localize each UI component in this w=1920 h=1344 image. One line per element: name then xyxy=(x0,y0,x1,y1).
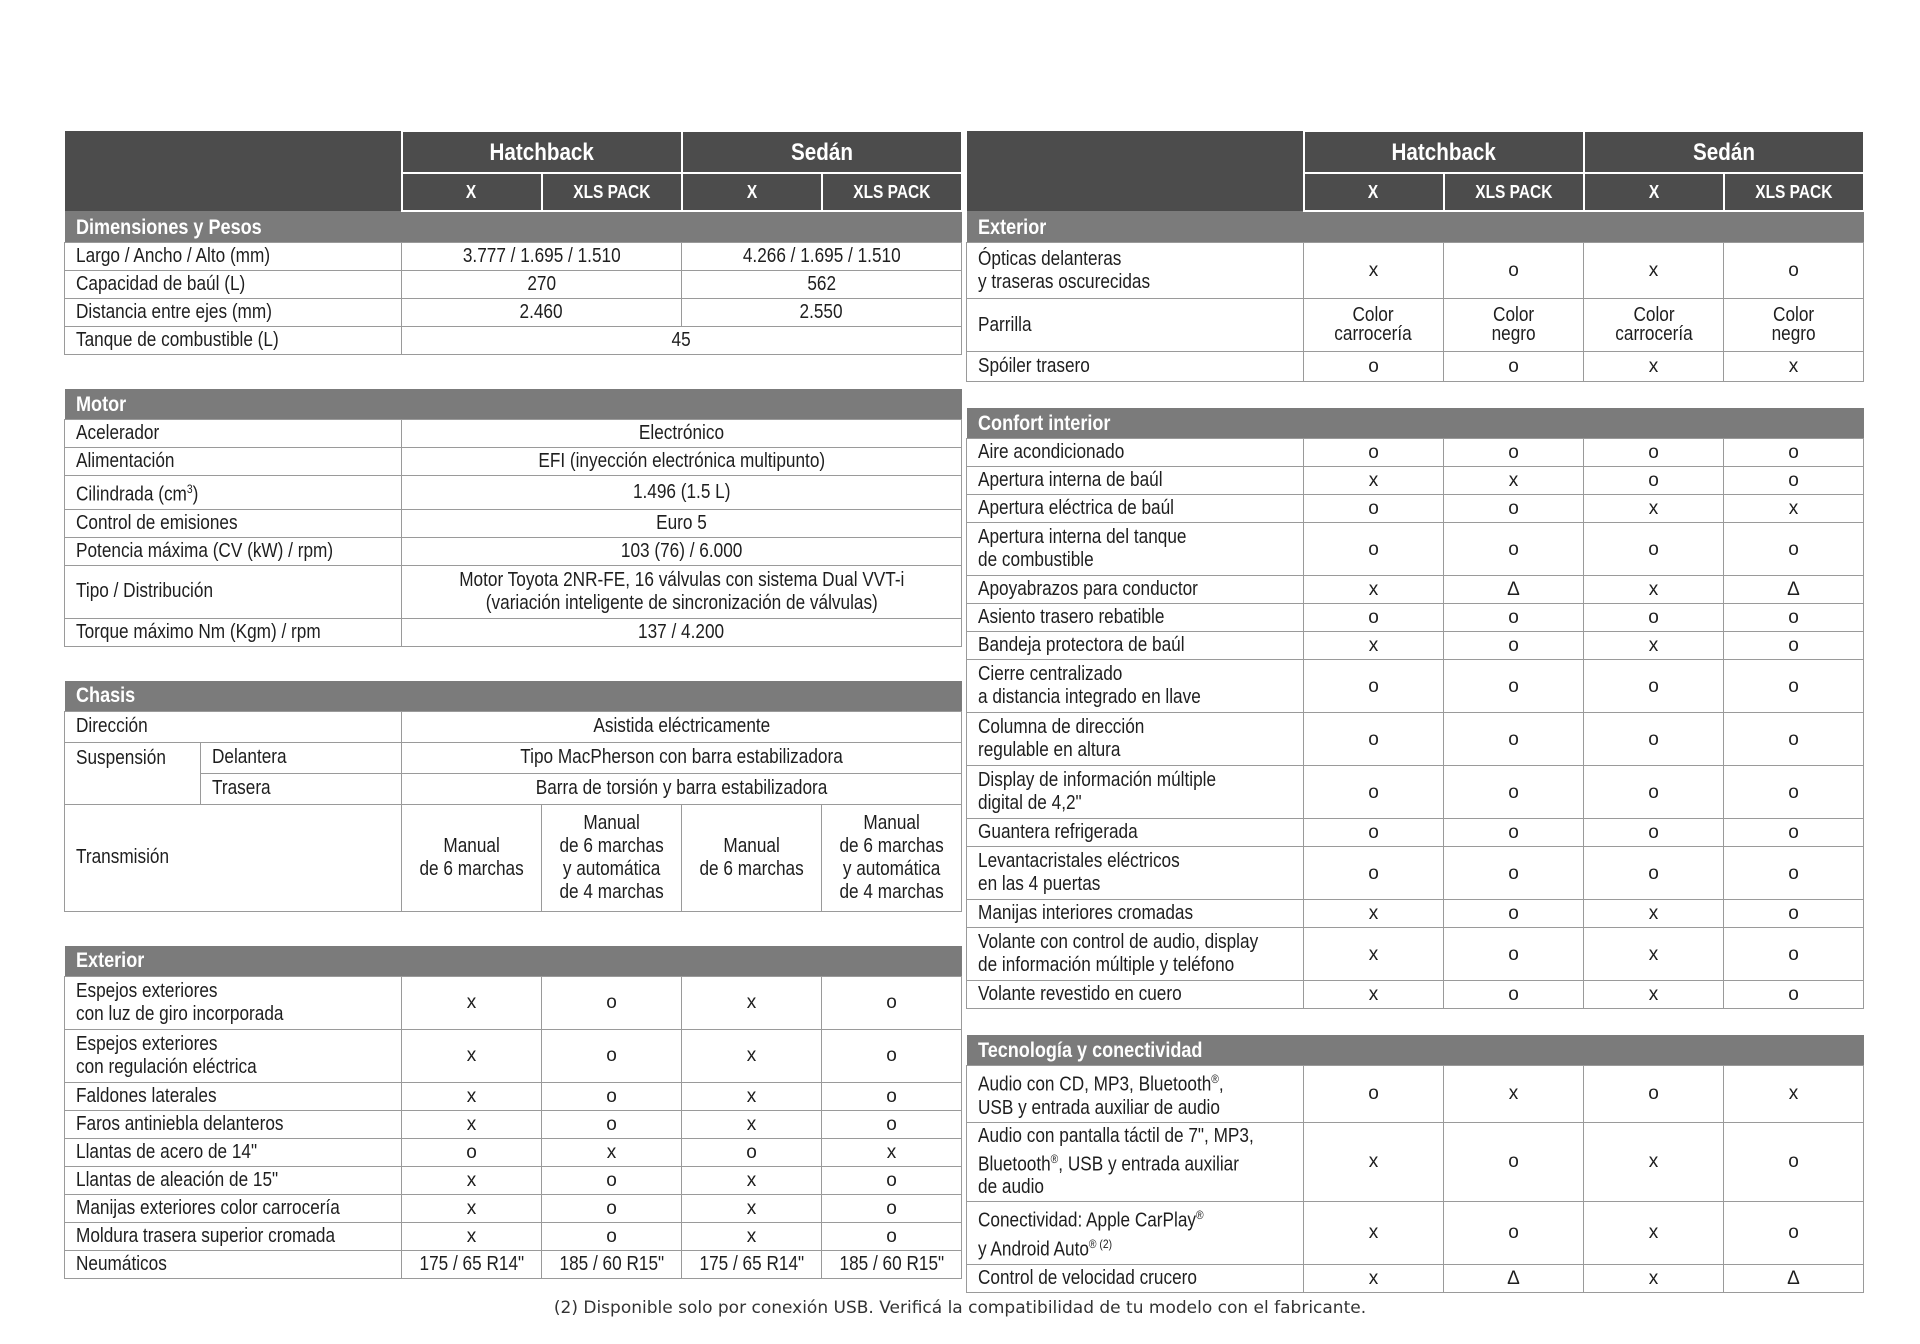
cell-value: 4.266 / 1.695 / 1.510 xyxy=(742,245,901,267)
row-label: Faros antiniebla delanteros xyxy=(76,1112,284,1135)
cell-value: o xyxy=(1724,847,1864,900)
table-row xyxy=(65,537,962,565)
cell-value: x xyxy=(1584,928,1724,981)
cell-value: o xyxy=(1724,766,1864,819)
cell-value: x xyxy=(1444,467,1584,495)
table-row xyxy=(967,766,1864,819)
table-row xyxy=(65,1250,962,1278)
cell-value: o xyxy=(1444,1122,1584,1202)
table-row xyxy=(967,1066,1864,1123)
table-row xyxy=(967,576,1864,604)
cell-value: o xyxy=(1724,1202,1864,1264)
cell-value: x xyxy=(1584,1264,1724,1292)
header-sedan-x: X xyxy=(682,173,822,211)
cell-value: o xyxy=(542,976,682,1029)
row-label: Llantas de acero de 14" xyxy=(76,1140,258,1163)
row-label: Moldura trasera superior cromada xyxy=(76,1224,336,1247)
cell-value: o xyxy=(1724,819,1864,847)
cell-value: 45 xyxy=(671,329,692,351)
cell-value: x xyxy=(1304,632,1444,660)
cell-value: o xyxy=(822,976,962,1029)
row-label: Apoyabrazos para conductor xyxy=(978,578,1198,600)
cell-value: Δ xyxy=(1724,576,1864,604)
cell-value: 3.777 / 1.695 / 1.510 xyxy=(462,245,621,267)
table-row xyxy=(65,1029,962,1082)
cell-value: o xyxy=(1724,660,1864,713)
cell-value: o xyxy=(1304,604,1444,632)
cell-value: x xyxy=(1304,1264,1444,1292)
cell-value: Asistida eléctricamente xyxy=(593,715,770,738)
cell-value: 185 / 60 R15" xyxy=(839,1252,944,1275)
section-exterior-right: Exterior xyxy=(967,211,1864,243)
table-row xyxy=(967,495,1864,523)
cell-value: o xyxy=(402,1138,542,1166)
cell-value: Motor Toyota 2NR-FE, 16 válvulas con sistema Dual VVT-i (variación inteligente de sincronización de válvulas) xyxy=(458,568,905,614)
cell-value: x xyxy=(1724,495,1864,523)
cell-value: x xyxy=(1304,900,1444,928)
cell-value: 562 xyxy=(807,273,836,295)
cell-value: x xyxy=(1724,1066,1864,1123)
table-row xyxy=(967,467,1864,495)
row-sublabel: Delantera xyxy=(212,746,287,769)
row-label: Acelerador xyxy=(76,422,160,444)
cell-value: o xyxy=(1304,352,1444,382)
row-label: Display de información múltiple digital de 4,2" xyxy=(978,769,1217,814)
section-tecnologia: Tecnología y conectividad xyxy=(967,1035,1864,1066)
table-row xyxy=(65,1166,962,1194)
row-label: Capacidad de baúl (L) xyxy=(76,273,246,295)
cell-value: o xyxy=(1444,900,1584,928)
row-label: Faldones laterales xyxy=(76,1084,217,1107)
cell-value: o xyxy=(822,1082,962,1110)
table-row xyxy=(65,1082,962,1110)
cell-value: o xyxy=(1724,243,1864,299)
cell-value: x xyxy=(1584,576,1724,604)
right-spec-table xyxy=(966,130,1865,1293)
cell-value: o xyxy=(1444,243,1584,299)
cell-value: o xyxy=(1304,847,1444,900)
row-label: Largo / Ancho / Alto (mm) xyxy=(76,245,271,267)
header-sedan-x: X xyxy=(1584,173,1724,211)
cell-value: 270 xyxy=(527,273,556,295)
table-row xyxy=(65,711,962,742)
header-hatchback: Hatchback xyxy=(1304,131,1584,173)
cell-value: 137 / 4.200 xyxy=(638,620,725,643)
table-row xyxy=(967,819,1864,847)
row-label: Potencia máxima (CV (kW) / rpm) xyxy=(76,539,334,562)
row-label: Apertura eléctrica de baúl xyxy=(978,497,1175,519)
cell-value: x xyxy=(1304,243,1444,299)
cell-value: o xyxy=(1584,439,1724,467)
table-row xyxy=(65,327,962,355)
cell-value: o xyxy=(1584,467,1724,495)
row-label: Cierre centralizado a distancia integrado en llave xyxy=(978,663,1201,708)
cell-value: EFI (inyección electrónica multipunto) xyxy=(538,450,825,472)
row-label: Cilindrada $(cm^3)$ xyxy=(76,482,199,506)
cell-value: 185 / 60 R15" xyxy=(559,1252,664,1275)
cell-value: x xyxy=(402,1166,542,1194)
row-label: Audio con pantalla táctil de 7", MP3, Bluetooth®, USB y entrada auxiliar de audio xyxy=(978,1124,1254,1199)
row-label: Tipo / Distribución xyxy=(76,580,214,603)
table-row xyxy=(65,299,962,327)
header-blank xyxy=(65,131,402,211)
cell-value: Euro 5 xyxy=(656,511,707,534)
cell-value: o xyxy=(1444,928,1584,981)
row-label: Alimentación xyxy=(76,450,175,472)
cell-value: Manual de 6 marchas xyxy=(699,834,804,880)
table-row xyxy=(65,1138,962,1166)
header-hatch-xls: XLS PACK xyxy=(1444,173,1584,211)
table-row xyxy=(967,243,1864,299)
cell-value: o xyxy=(1304,495,1444,523)
cell-value: o xyxy=(542,1166,682,1194)
cell-value: o xyxy=(1724,1122,1864,1202)
table-row xyxy=(65,448,962,476)
row-label: Asiento trasero rebatible xyxy=(978,606,1165,628)
cell-value: x xyxy=(1584,900,1724,928)
cell-value: Manual de 6 marchas y automática de 4 marchas xyxy=(839,811,944,903)
row-label: Manijas exteriores color carrocería xyxy=(76,1196,340,1219)
cell-value: o xyxy=(1444,352,1584,382)
cell-value: Color negro xyxy=(1771,304,1816,345)
cell-value: o xyxy=(822,1166,962,1194)
cell-value: Δ xyxy=(1444,576,1584,604)
table-row xyxy=(967,660,1864,713)
table-row xyxy=(65,742,962,773)
row-label: Tanque de combustible (L) xyxy=(76,329,279,351)
cell-value: o xyxy=(1444,495,1584,523)
table-row xyxy=(65,1222,962,1250)
table-row xyxy=(967,523,1864,576)
header-sedan: Sedán xyxy=(682,131,962,173)
row-label: Torque máximo Nm (Kgm) / rpm xyxy=(76,620,321,643)
cell-value: x xyxy=(1584,243,1724,299)
row-label: Apertura interna del tanque de combustible xyxy=(978,526,1187,571)
row-sublabel: Trasera xyxy=(212,777,271,800)
cell-value: o xyxy=(1444,523,1584,576)
cell-value: x xyxy=(682,1222,822,1250)
cell-value: o xyxy=(822,1110,962,1138)
cell-value: o xyxy=(1724,439,1864,467)
cell-value: o xyxy=(1444,981,1584,1009)
cell-value: Tipo MacPherson con barra estabilizadora xyxy=(520,746,843,769)
row-label: Control de velocidad crucero xyxy=(978,1266,1197,1289)
table-row xyxy=(65,804,962,911)
row-label: Parrilla xyxy=(978,313,1032,336)
table-row xyxy=(65,509,962,537)
cell-value: x xyxy=(1584,632,1724,660)
cell-value: x xyxy=(682,1110,822,1138)
cell-value: o xyxy=(1304,713,1444,766)
cell-value: o xyxy=(1444,1202,1584,1264)
cell-value: Δ xyxy=(1724,1264,1864,1292)
row-label: Espejos exteriores con luz de giro incorporada xyxy=(76,979,284,1025)
cell-value: 175 / 65 R14" xyxy=(419,1252,524,1275)
cell-value: o xyxy=(1584,1066,1724,1123)
cell-value: x xyxy=(1584,495,1724,523)
table-row xyxy=(967,604,1864,632)
row-label: Neumáticos xyxy=(76,1252,167,1275)
cell-value: o xyxy=(1304,660,1444,713)
cell-value: 175 / 65 R14" xyxy=(699,1252,804,1275)
table-row xyxy=(65,243,962,271)
cell-value: o xyxy=(542,1082,682,1110)
section-motor: Motor xyxy=(65,389,962,420)
cell-value: o xyxy=(1724,467,1864,495)
cell-value: o xyxy=(1584,713,1724,766)
row-label: Volante revestido en cuero xyxy=(978,983,1182,1005)
cell-value: x xyxy=(1444,1066,1584,1123)
cell-value: x xyxy=(402,1110,542,1138)
row-label: Audio con CD, MP3, Bluetooth®, USB y entrada auxiliar de audio xyxy=(978,1072,1224,1119)
section-dimensiones: Dimensiones y Pesos xyxy=(65,211,962,243)
cell-value: x xyxy=(1304,576,1444,604)
cell-value: o xyxy=(542,1110,682,1138)
header-blank xyxy=(967,131,1304,211)
cell-value: x xyxy=(682,1082,822,1110)
table-row xyxy=(967,1264,1864,1292)
cell-value: o xyxy=(822,1194,962,1222)
table-row xyxy=(65,271,962,299)
cell-value: o xyxy=(1444,847,1584,900)
row-label: Levantacristales eléctricos en las 4 puertas xyxy=(978,850,1180,895)
cell-value: x xyxy=(402,1222,542,1250)
cell-value: o xyxy=(1304,439,1444,467)
table-row xyxy=(967,713,1864,766)
left-spec-table xyxy=(64,130,963,1279)
cell-value: o xyxy=(1584,604,1724,632)
row-label: Distancia entre ejes (mm) xyxy=(76,301,272,323)
cell-value: o xyxy=(1584,847,1724,900)
row-label: Volante con control de audio, display de información múltiple y teléfono xyxy=(978,931,1259,976)
header-hatch-x: X xyxy=(402,173,542,211)
cell-value: o xyxy=(1584,523,1724,576)
cell-value: o xyxy=(1444,819,1584,847)
table-row xyxy=(967,847,1864,900)
cell-value: o xyxy=(822,1222,962,1250)
row-label: Dirección xyxy=(76,715,148,738)
table-row xyxy=(967,1122,1864,1202)
cell-value: x xyxy=(1304,467,1444,495)
cell-value: o xyxy=(1724,604,1864,632)
table-row xyxy=(967,981,1864,1009)
cell-value: o xyxy=(1724,713,1864,766)
cell-value: o xyxy=(682,1138,822,1166)
cell-value: 103 (76) / 6.000 xyxy=(620,539,743,562)
cell-value: o xyxy=(542,1194,682,1222)
section-confort: Confort interior xyxy=(967,408,1864,439)
row-label: Columna de dirección regulable en altura xyxy=(978,716,1145,761)
cell-value: x xyxy=(682,1029,822,1082)
cell-value: x xyxy=(1304,1122,1444,1202)
cell-value: x xyxy=(1584,1202,1724,1264)
cell-value: Barra de torsión y barra estabilizadora xyxy=(535,777,828,800)
cell-value: o xyxy=(542,1222,682,1250)
cell-value: o xyxy=(542,1029,682,1082)
cell-value: o xyxy=(1584,766,1724,819)
cell-value: o xyxy=(1444,660,1584,713)
header-sedan: Sedán xyxy=(1584,131,1864,173)
table-row xyxy=(967,439,1864,467)
cell-value: o xyxy=(1584,819,1724,847)
cell-value: Color negro xyxy=(1491,304,1536,345)
table-row xyxy=(65,618,962,646)
cell-value: o xyxy=(1444,632,1584,660)
cell-value: o xyxy=(822,1029,962,1082)
cell-value: 1.496 (1.5 L) xyxy=(632,480,731,503)
row-label: Espejos exteriores con regulación eléctrica xyxy=(76,1032,257,1078)
header-hatch-xls: XLS PACK xyxy=(542,173,682,211)
row-label: Suspensión xyxy=(76,746,166,769)
cell-value: Manual de 6 marchas xyxy=(419,834,524,880)
header-hatch-x: X xyxy=(1304,173,1444,211)
cell-value: x xyxy=(1304,1202,1444,1264)
cell-value: Δ xyxy=(1444,1264,1584,1292)
cell-value: o xyxy=(1584,660,1724,713)
cell-value: x xyxy=(542,1138,682,1166)
table-row xyxy=(967,352,1864,382)
cell-value: o xyxy=(1724,900,1864,928)
row-label: Control de emisiones xyxy=(76,511,238,534)
table-row xyxy=(65,476,962,510)
table-row xyxy=(967,1202,1864,1264)
row-label: Spóiler trasero xyxy=(978,355,1090,377)
cell-value: x xyxy=(682,1166,822,1194)
row-label: Apertura interna de baúl xyxy=(978,469,1163,491)
table-row xyxy=(65,976,962,1029)
cell-value: o xyxy=(1304,819,1444,847)
cell-value: o xyxy=(1304,1066,1444,1123)
cell-value: o xyxy=(1304,766,1444,819)
cell-value: o xyxy=(1444,766,1584,819)
cell-value: Color carrocería xyxy=(1614,304,1693,345)
cell-value: x xyxy=(402,1082,542,1110)
header-hatchback: Hatchback xyxy=(402,131,682,173)
table-row xyxy=(967,900,1864,928)
table-row xyxy=(967,632,1864,660)
cell-value: x xyxy=(822,1138,962,1166)
cell-value: o xyxy=(1444,439,1584,467)
row-label: Guantera refrigerada xyxy=(978,821,1138,843)
cell-value: x xyxy=(1304,981,1444,1009)
cell-value: x xyxy=(1724,352,1864,382)
cell-value: o xyxy=(1444,713,1584,766)
cell-value: x xyxy=(1304,928,1444,981)
row-label: Llantas de aleación de 15" xyxy=(76,1168,279,1191)
section-exterior-left: Exterior xyxy=(65,946,962,977)
row-label: Ópticas delanteras y traseras oscurecidas xyxy=(978,247,1151,293)
cell-value: x xyxy=(682,1194,822,1222)
cell-value: x xyxy=(1584,1122,1724,1202)
cell-value: o xyxy=(1304,523,1444,576)
table-row xyxy=(967,928,1864,981)
table-row xyxy=(65,1110,962,1138)
cell-value: Manual de 6 marchas y automática de 4 marchas xyxy=(559,811,664,903)
cell-value: x xyxy=(402,976,542,1029)
section-chasis: Chasis xyxy=(65,681,962,712)
cell-value: x xyxy=(1584,981,1724,1009)
footnote: (2) Disponible solo por conexión USB. Verificá la compatibilidad de tu modelo con el fabricante. xyxy=(553,1298,1367,1318)
cell-value: Color carrocería xyxy=(1334,304,1413,345)
header-sedan-xls: XLS PACK xyxy=(1724,173,1864,211)
cell-value: Electrónico xyxy=(638,422,725,444)
cell-value: x xyxy=(682,976,822,1029)
cell-value: o xyxy=(1444,604,1584,632)
header-sedan-xls: XLS PACK xyxy=(822,173,962,211)
table-row xyxy=(65,565,962,618)
cell-value: o xyxy=(1724,981,1864,1009)
row-label: Conectividad: Apple CarPlay® y Android Auto$^{® (2)}$ xyxy=(978,1208,1204,1261)
cell-value: o xyxy=(1724,928,1864,981)
cell-value: x xyxy=(1584,352,1724,382)
table-row xyxy=(65,420,962,448)
cell-value: 2.550 xyxy=(799,301,844,323)
cell-value: o xyxy=(1724,523,1864,576)
cell-value: x xyxy=(402,1194,542,1222)
cell-value: 2.460 xyxy=(519,301,564,323)
table-row xyxy=(967,299,1864,352)
cell-value: o xyxy=(1724,632,1864,660)
cell-value: x xyxy=(402,1029,542,1082)
row-label: Transmisión xyxy=(76,846,170,869)
table-row xyxy=(65,1194,962,1222)
row-label: Bandeja protectora de baúl xyxy=(978,634,1185,656)
row-label: Aire acondicionado xyxy=(978,441,1125,463)
row-label: Manijas interiores cromadas xyxy=(978,902,1194,924)
